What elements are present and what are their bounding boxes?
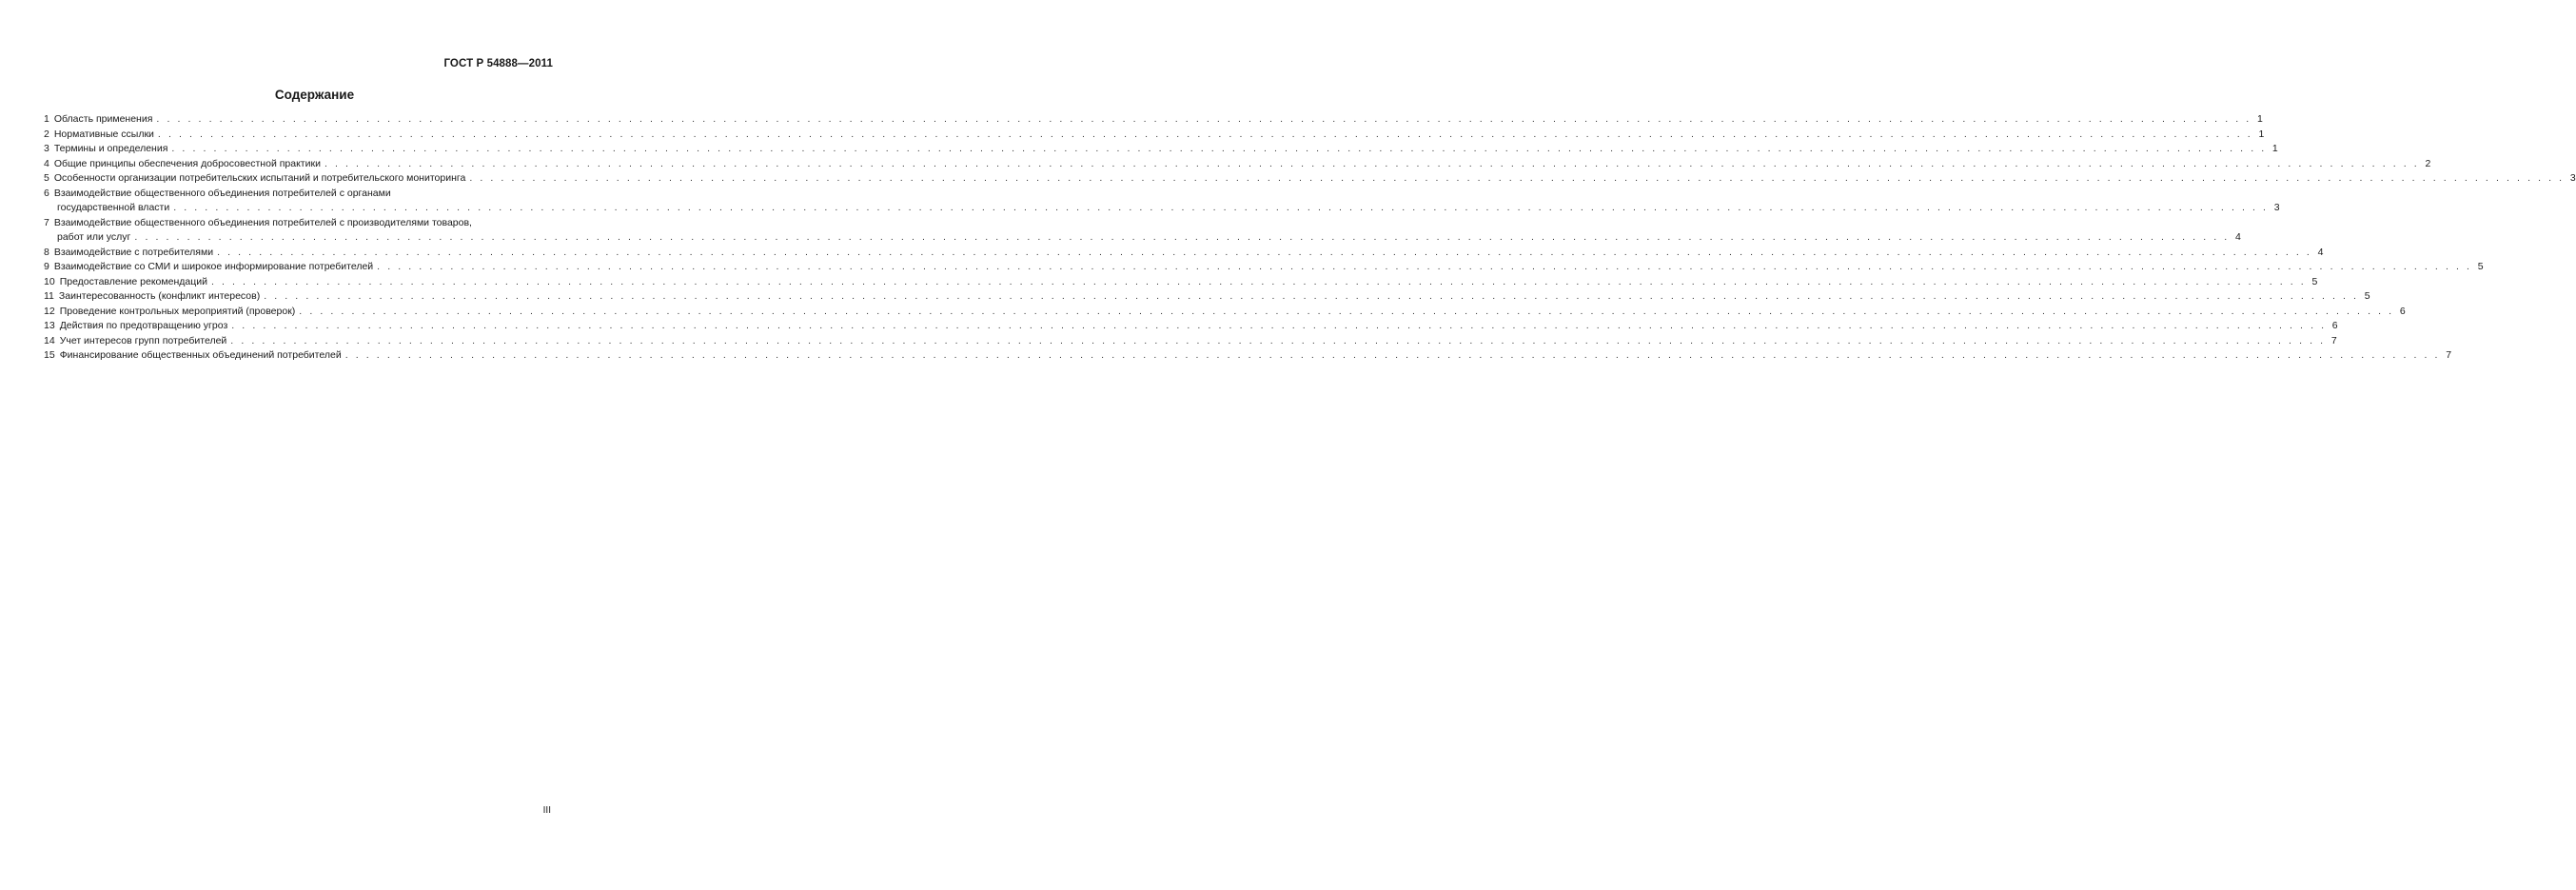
toc-entry-title: Финансирование общественных объединений потребителей xyxy=(59,349,342,361)
toc-entry[interactable] xyxy=(44,246,2324,261)
toc-entry-number: 10 xyxy=(44,275,55,287)
toc-entry-number: 3 xyxy=(44,143,49,154)
toc-entry-page: 7 xyxy=(2330,334,2337,346)
toc-leader-dots: . . . . . . . . . . . . . . . . . . . . . . . . . . . . . . . . . . . . . . . . . . . . . . . . . . . . . . . . . . . . . . . . . . . . . . . . . . . . . . . . . . . . . . . . . . . . . . . . . . . . . . . . . . . . . . . . . . . . . . . . . . . . . . . . . . . . . . . . . . . . . . . . . . . . . . . . . . . . . . . . . . . . . . . . . . . . . . . . . . . . . . . . . . . . . . . . . . . . . . . . xyxy=(469,172,2565,184)
toc-entry[interactable] xyxy=(44,305,2406,320)
toc-entry-line xyxy=(44,334,2337,349)
toc-entry-page: 3 xyxy=(2273,202,2280,213)
toc-entry-page: 3 xyxy=(2569,172,2576,184)
toc-entry-line xyxy=(44,171,2576,187)
toc-entry-title: Действия по предотвращению угроз xyxy=(59,320,228,331)
toc-entry[interactable] xyxy=(44,157,2431,172)
toc-entry[interactable] xyxy=(44,275,2318,290)
toc-entry-line xyxy=(44,142,2278,157)
toc-entry-page: 4 xyxy=(2234,231,2241,243)
toc-leader-dots: . . . . . . . . . . . . . . . . . . . . . . . . . . . . . . . . . . . . . . . . . . . . . . . . . . . . . . . . . . . . . . . . . . . . . . . . . . . . . . . . . . . . . . . . . . . . . . . . . . . . . . . . . . . . . . . . . . . . . . . . . . . . . . . . . . . . . . . . . . . . . . . . . . . . . . . . . . . . . . . . . . . . . . . . . . . . . . . . . . . . . . . . . . . . . . . . . . . . . . . . xyxy=(171,143,2267,154)
toc-entry-title: работ или услуг xyxy=(57,231,131,243)
toc-entry[interactable] xyxy=(44,289,2370,305)
toc-leader-dots: . . . . . . . . . . . . . . . . . . . . . . . . . . . . . . . . . . . . . . . . . . . . . . . . . . . . . . . . . . . . . . . . . . . . . . . . . . . . . . . . . . . . . . . . . . . . . . . . . . . . . . . . . . . . . . . . . . . . . . . . . . . . . . . . . . . . . . . . . . . . . . . . . . . . . . . . . . . . . . . . . . . . . . . . . . . . . . . . . . . . . . . . . . . . . . . . . . . . . . . . xyxy=(299,305,2394,317)
toc-entry-title: Общие принципы обеспечения добросовестной практики xyxy=(53,157,321,169)
toc-entry-number: 12 xyxy=(44,305,55,317)
toc-entry-page: 5 xyxy=(2311,275,2318,287)
toc-entry-number: 11 xyxy=(44,290,54,302)
toc-entry-line xyxy=(44,112,2263,128)
toc-entry-number: 1 xyxy=(44,113,49,125)
toc-entry-line xyxy=(44,275,2318,290)
table-of-contents xyxy=(44,112,2576,364)
toc-entry-page: 1 xyxy=(2258,128,2265,140)
toc-entry-line xyxy=(44,246,2324,261)
toc-entry-page: 1 xyxy=(2256,113,2263,125)
toc-entry-number: 8 xyxy=(44,246,49,258)
toc-entry-number: 13 xyxy=(44,320,55,331)
toc-entry-number: 5 xyxy=(44,172,49,184)
toc-entry-page: 2 xyxy=(2425,157,2431,169)
toc-entry[interactable] xyxy=(44,112,2263,128)
toc-entry-line xyxy=(44,289,2370,305)
toc-entry[interactable] xyxy=(44,334,2337,349)
toc-entry-line xyxy=(44,348,2452,364)
toc-leader-dots: . . . . . . . . . . . . . . . . . . . . . . . . . . . . . . . . . . . . . . . . . . . . . . . . . . . . . . . . . . . . . . . . . . . . . . . . . . . . . . . . . . . . . . . . . . . . . . . . . . . . . . . . . . . . . . . . . . . . . . . . . . . . . . . . . . . . . . . . . . . . . . . . . . . . . . . . . . . . . . . . . . . . . . . . . . . . . . . . . . . . . . . . . . . . . . . . . . . . . . . . xyxy=(324,157,2420,169)
toc-entry-page: 4 xyxy=(2317,246,2324,258)
toc-entry-number: 14 xyxy=(44,334,55,346)
toc-entry-continuation xyxy=(44,201,2280,216)
toc-entry[interactable] xyxy=(44,216,2241,246)
toc-entry-page: 1 xyxy=(2271,143,2278,154)
toc-entry-line xyxy=(44,128,2265,143)
document-code: ГОСТ Р 54888—2011 xyxy=(443,58,553,69)
toc-leader-dots: . . . . . . . . . . . . . . . . . . . . . . . . . . . . . . . . . . . . . . . . . . . . . . . . . . . . . . . . . . . . . . . . . . . . . . . . . . . . . . . . . . . . . . . . . . . . . . . . . . . . . . . . . . . . . . . . . . . . . . . . . . . . . . . . . . . . . . . . . . . . . . . . . . . . . . . . . . . . . . . . . . . . . . . . . . . . . . . . . . . . . . . . . . . . . . . . . . . . . . . . xyxy=(377,261,2472,272)
toc-entry-title: Предоставление рекомендаций xyxy=(59,275,207,287)
toc-entry-line xyxy=(44,216,556,231)
toc-entry[interactable] xyxy=(44,171,2576,187)
toc-entry-title: Особенности организации потребительских испытаний и потребительского мониторинга xyxy=(53,172,466,184)
toc-entry-title: Взаимодействие со СМИ и широкое информирование потребителей xyxy=(53,261,374,272)
toc-entry-line xyxy=(44,157,2431,172)
toc-entry-line xyxy=(44,305,2406,320)
toc-leader-dots: . . . . . . . . . . . . . . . . . . . . . . . . . . . . . . . . . . . . . . . . . . . . . . . . . . . . . . . . . . . . . . . . . . . . . . . . . . . . . . . . . . . . . . . . . . . . . . . . . . . . . . . . . . . . . . . . . . . . . . . . . . . . . . . . . . . . . . . . . . . . . . . . . . . . . . . . . . . . . . . . . . . . . . . . . . . . . . . . . . . . . . . . . . . . . . . . . . . . . . . . xyxy=(210,275,2307,287)
toc-entry-number: 4 xyxy=(44,157,49,169)
toc-entry-title: Учет интересов групп потребителей xyxy=(59,334,227,346)
toc-entry-title: Область применения xyxy=(53,113,153,125)
toc-leader-dots: . . . . . . . . . . . . . . . . . . . . . . . . . . . . . . . . . . . . . . . . . . . . . . . . . . . . . . . . . . . . . . . . . . . . . . . . . . . . . . . . . . . . . . . . . . . . . . . . . . . . . . . . . . . . . . . . . . . . . . . . . . . . . . . . . . . . . . . . . . . . . . . . . . . . . . . . . . . . . . . . . . . . . . . . . . . . . . . . . . . . . . . . . . . . . . . . . . . . . . . . xyxy=(217,246,2312,258)
toc-entry-page: 6 xyxy=(2331,320,2338,331)
toc-entry[interactable] xyxy=(44,142,2278,157)
toc-entry-number: 7 xyxy=(44,216,49,228)
toc-entry-line xyxy=(44,319,2338,334)
toc-entry-number: 9 xyxy=(44,261,49,272)
toc-entry-title: Взаимодействие общественного объединения потребителей с органами xyxy=(53,187,391,199)
page-number: III xyxy=(542,805,551,816)
toc-leader-dots: . . . . . . . . . . . . . . . . . . . . . . . . . . . . . . . . . . . . . . . . . . . . . . . . . . . . . . . . . . . . . . . . . . . . . . . . . . . . . . . . . . . . . . . . . . . . . . . . . . . . . . . . . . . . . . . . . . . . . . . . . . . . . . . . . . . . . . . . . . . . . . . . . . . . . . . . . . . . . . . . . . . . . . . . . . . . . . . . . . . . . . . . . . . . . . . . . . . . . . . . xyxy=(173,202,2269,213)
toc-entry-page: 7 xyxy=(2446,349,2452,361)
toc-entry-title: государственной власти xyxy=(57,202,170,213)
toc-entry-title: Заинтересованность (конфликт интересов) xyxy=(58,290,261,302)
toc-leader-dots: . . . . . . . . . . . . . . . . . . . . . . . . . . . . . . . . . . . . . . . . . . . . . . . . . . . . . . . . . . . . . . . . . . . . . . . . . . . . . . . . . . . . . . . . . . . . . . . . . . . . . . . . . . . . . . . . . . . . . . . . . . . . . . . . . . . . . . . . . . . . . . . . . . . . . . . . . . . . . . . . . . . . . . . . . . . . . . . . . . . . . . . . . . . . . . . . . . . . . . . . xyxy=(231,320,2327,331)
toc-entry-page: 5 xyxy=(2477,261,2484,272)
toc-entry-title: Проведение контрольных мероприятий (проверок) xyxy=(59,305,296,317)
toc-entry-page: 5 xyxy=(2364,290,2370,302)
toc-leader-dots: . . . . . . . . . . . . . . . . . . . . . . . . . . . . . . . . . . . . . . . . . . . . . . . . . . . . . . . . . . . . . . . . . . . . . . . . . . . . . . . . . . . . . . . . . . . . . . . . . . . . . . . . . . . . . . . . . . . . . . . . . . . . . . . . . . . . . . . . . . . . . . . . . . . . . . . . . . . . . . . . . . . . . . . . . . . . . . . . . . . . . . . . . . . . . . . . . . . . . . . . xyxy=(156,113,2252,125)
toc-entry-number: 2 xyxy=(44,128,49,140)
toc-entry-page: 6 xyxy=(2399,305,2406,317)
toc-title: Содержание xyxy=(274,88,355,102)
toc-entry-title: Взаимодействие общественного объединения потребителей с производителями товаров, xyxy=(53,216,472,228)
toc-entry[interactable] xyxy=(44,187,2280,216)
toc-entry[interactable] xyxy=(44,128,2265,143)
toc-entry-title: Взаимодействие с потребителями xyxy=(53,246,214,258)
toc-leader-dots: . . . . . . . . . . . . . . . . . . . . . . . . . . . . . . . . . . . . . . . . . . . . . . . . . . . . . . . . . . . . . . . . . . . . . . . . . . . . . . . . . . . . . . . . . . . . . . . . . . . . . . . . . . . . . . . . . . . . . . . . . . . . . . . . . . . . . . . . . . . . . . . . . . . . . . . . . . . . . . . . . . . . . . . . . . . . . . . . . . . . . . . . . . . . . . . . . . . . . . . . xyxy=(157,128,2253,140)
toc-entry[interactable] xyxy=(44,260,2484,275)
toc-leader-dots: . . . . . . . . . . . . . . . . . . . . . . . . . . . . . . . . . . . . . . . . . . . . . . . . . . . . . . . . . . . . . . . . . . . . . . . . . . . . . . . . . . . . . . . . . . . . . . . . . . . . . . . . . . . . . . . . . . . . . . . . . . . . . . . . . . . . . . . . . . . . . . . . . . . . . . . . . . . . . . . . . . . . . . . . . . . . . . . . . . . . . . . . . . . . . . . . . . . . . . . . xyxy=(264,290,2359,302)
toc-leader-dots: . . . . . . . . . . . . . . . . . . . . . . . . . . . . . . . . . . . . . . . . . . . . . . . . . . . . . . . . . . . . . . . . . . . . . . . . . . . . . . . . . . . . . . . . . . . . . . . . . . . . . . . . . . . . . . . . . . . . . . . . . . . . . . . . . . . . . . . . . . . . . . . . . . . . . . . . . . . . . . . . . . . . . . . . . . . . . . . . . . . . . . . . . . . . . . . . . . . . . . . . xyxy=(134,231,2230,243)
toc-entry-title: Нормативные ссылки xyxy=(53,128,154,140)
toc-entry[interactable] xyxy=(44,348,2452,364)
toc-entry-number: 15 xyxy=(44,349,55,361)
toc-leader-dots: . . . . . . . . . . . . . . . . . . . . . . . . . . . . . . . . . . . . . . . . . . . . . . . . . . . . . . . . . . . . . . . . . . . . . . . . . . . . . . . . . . . . . . . . . . . . . . . . . . . . . . . . . . . . . . . . . . . . . . . . . . . . . . . . . . . . . . . . . . . . . . . . . . . . . . . . . . . . . . . . . . . . . . . . . . . . . . . . . . . . . . . . . . . . . . . . . . . . . . . . xyxy=(344,349,2441,361)
toc-entry-number: 6 xyxy=(44,187,49,199)
toc-entry-title: Термины и определения xyxy=(53,143,168,154)
toc-entry-line xyxy=(44,187,556,202)
toc-leader-dots: . . . . . . . . . . . . . . . . . . . . . . . . . . . . . . . . . . . . . . . . . . . . . . . . . . . . . . . . . . . . . . . . . . . . . . . . . . . . . . . . . . . . . . . . . . . . . . . . . . . . . . . . . . . . . . . . . . . . . . . . . . . . . . . . . . . . . . . . . . . . . . . . . . . . . . . . . . . . . . . . . . . . . . . . . . . . . . . . . . . . . . . . . . . . . . . . . . . . . . . . xyxy=(230,334,2326,346)
toc-entry[interactable] xyxy=(44,319,2338,334)
toc-entry-line xyxy=(44,260,2484,275)
toc-entry-continuation xyxy=(44,230,2241,246)
